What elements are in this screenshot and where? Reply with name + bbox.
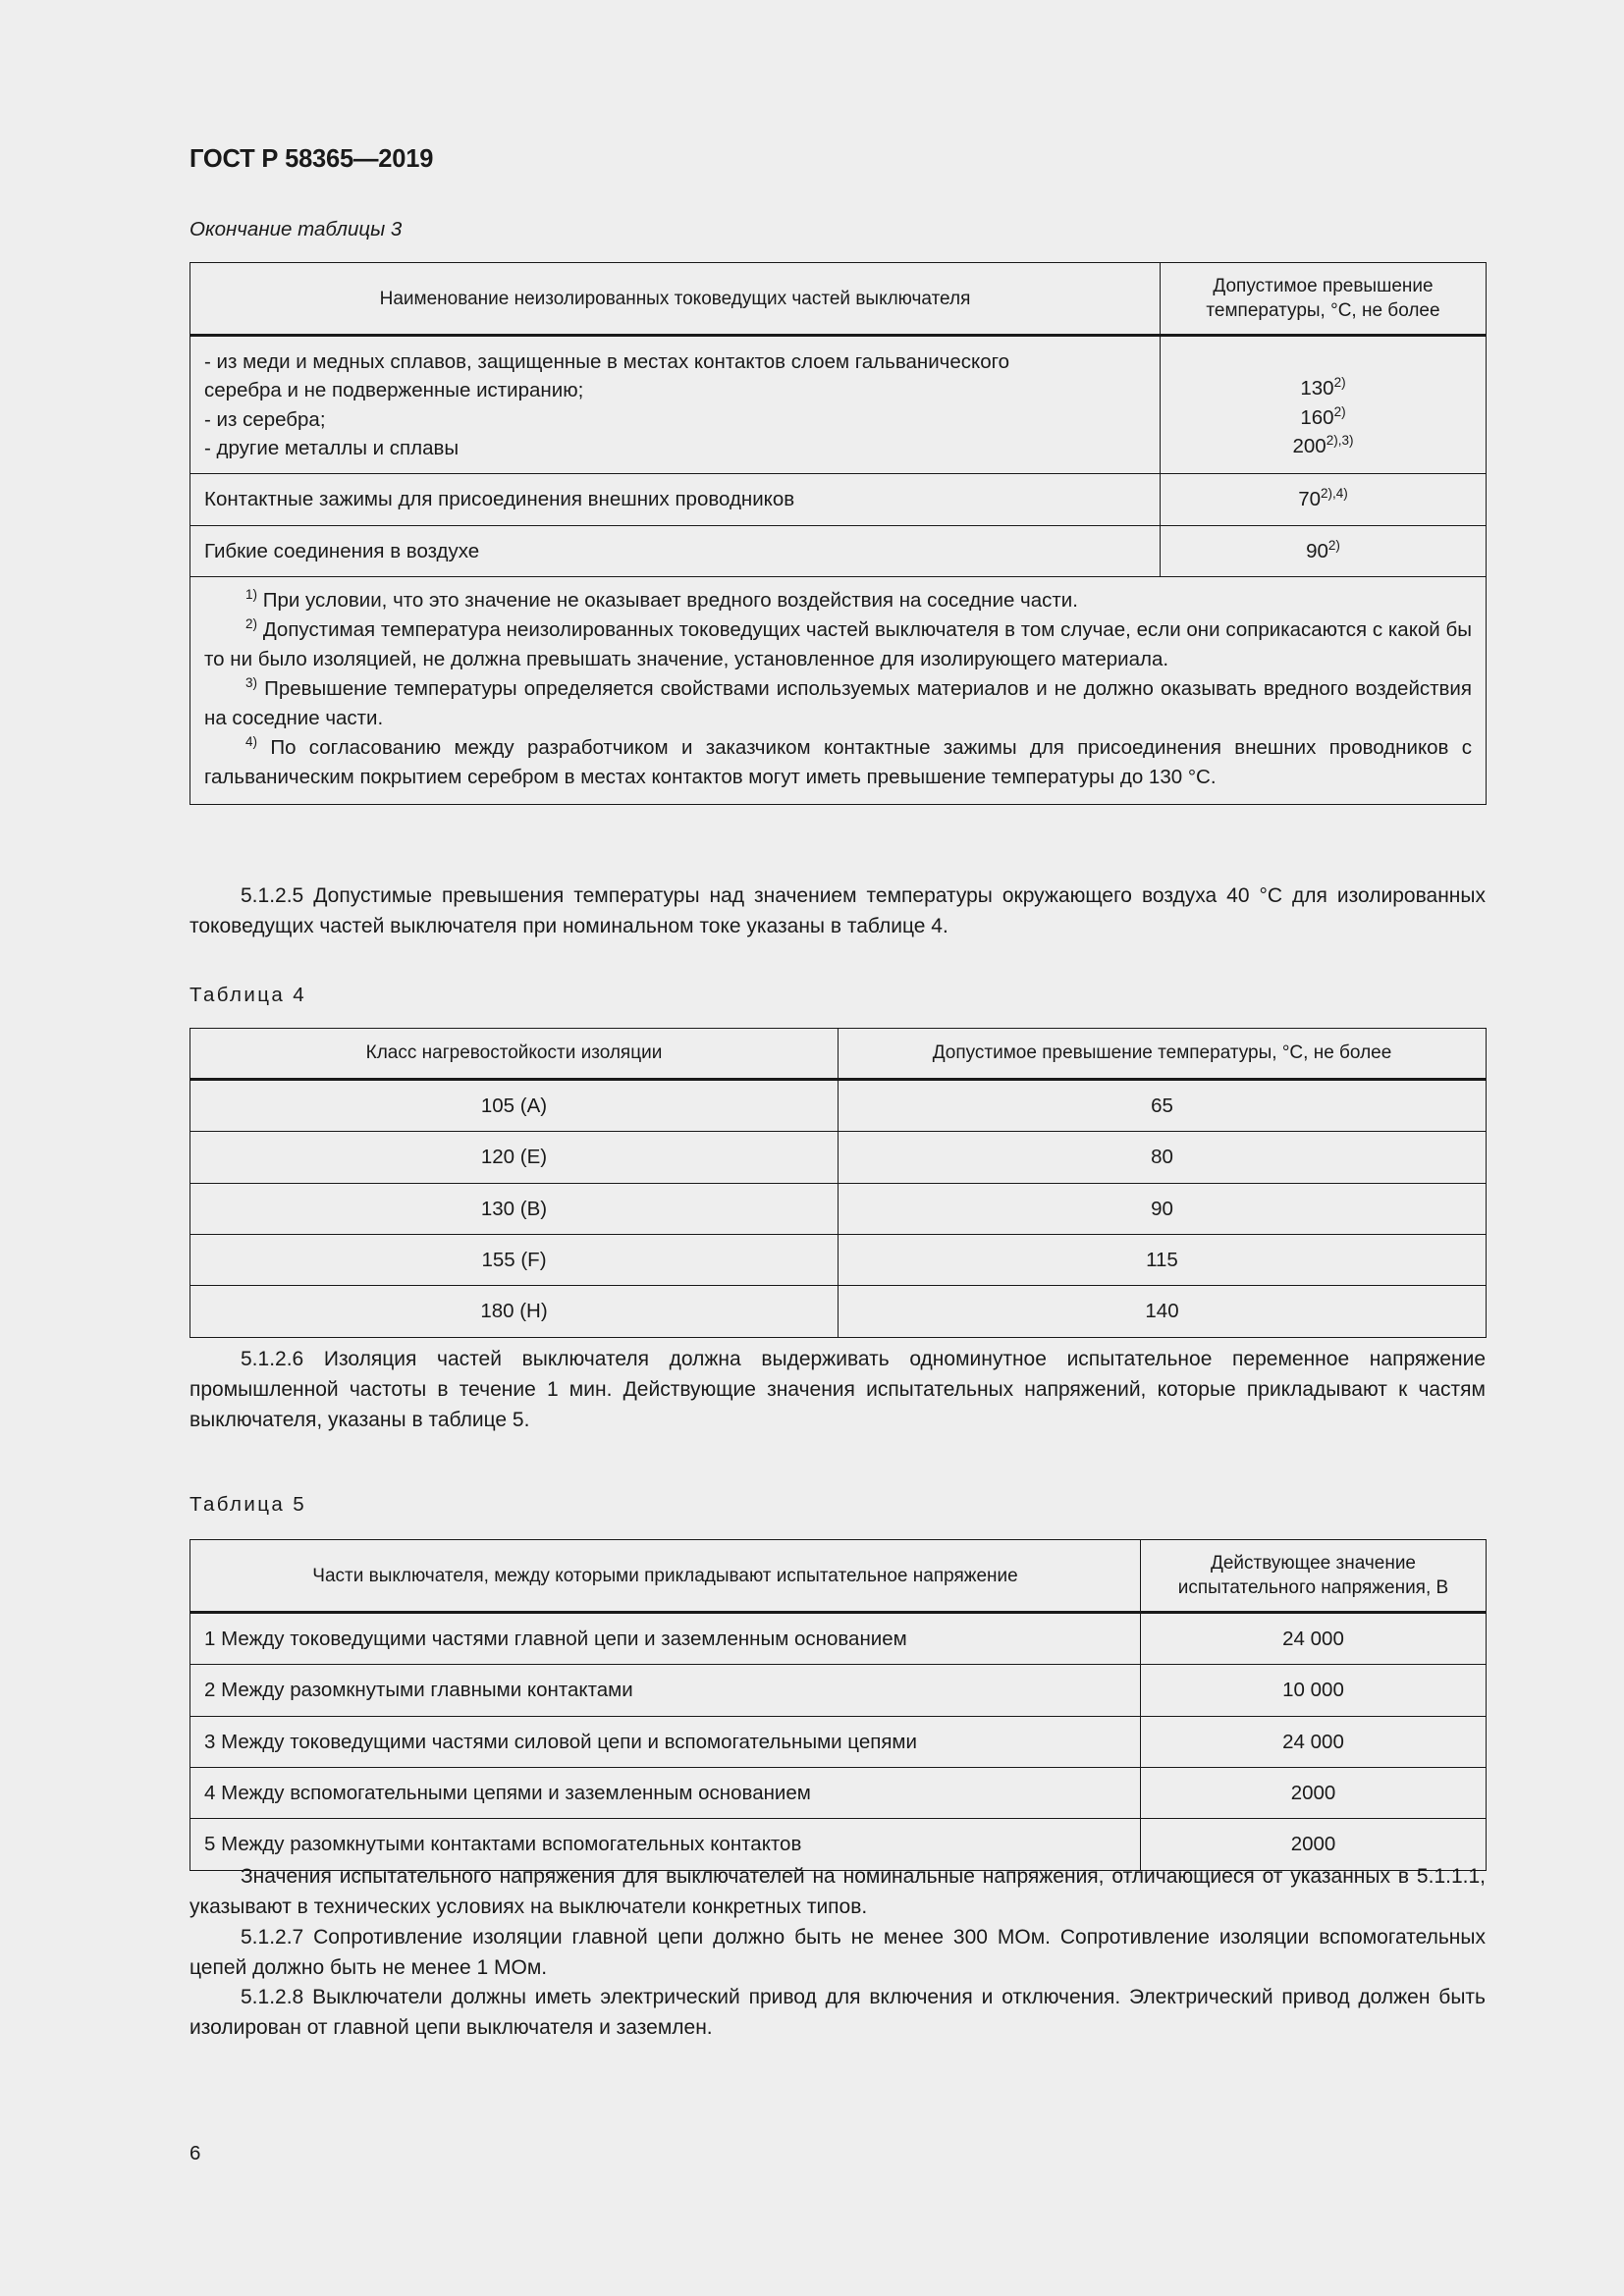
table5 <box>189 1539 1487 1871</box>
table5-header-row <box>190 1540 1487 1613</box>
table5-header-value: Действующее значение испытательного напряжения, В <box>1141 1540 1487 1613</box>
table3-row1-value2: 160$^{2)}$ <box>1300 403 1346 429</box>
table-row <box>190 1716 1487 1767</box>
table-row <box>190 1665 1487 1716</box>
table3-wrapper <box>189 262 1486 805</box>
table-row <box>190 525 1487 576</box>
table3-caption-text: Окончание таблицы 3 <box>189 218 403 240</box>
table-row <box>190 1234 1487 1285</box>
paragraph-5-1-2-8: 5.1.2.8 Выключатели должны иметь электрический привод для включения и отключения. Электрический привод должен быть изолирован от главной цепи выключателя и заземлен. <box>189 1986 1486 2040</box>
table-row <box>190 1183 1487 1234</box>
table4-header-row <box>190 1029 1487 1080</box>
table3-row1-line3: - из серебра; <box>204 407 326 431</box>
table3-footnotes-row <box>190 577 1487 805</box>
table4-wrapper <box>189 1028 1486 1338</box>
paragraph-5-1-2-5-wrapper <box>189 881 1486 942</box>
table3-caption <box>189 218 1486 241</box>
table5-wrapper <box>189 1539 1486 1871</box>
closing-paragraphs <box>189 1862 1486 2044</box>
table-row <box>190 1132 1487 1183</box>
table5-caption <box>189 1493 1486 1517</box>
table3 <box>189 262 1487 805</box>
footnote-1-marker: 1) <box>245 587 258 603</box>
table-row <box>190 1080 1487 1132</box>
table5-row3-part: 3 Между токоведущими частями силовой цепи и вспомогательными цепями <box>190 1716 1141 1767</box>
table-row <box>190 474 1487 525</box>
table4-caption <box>189 984 1486 1007</box>
table4-header-class: Класс нагревостойкости изоляции <box>190 1029 839 1080</box>
paragraph-5-1-2-6-wrapper <box>189 1345 1486 1436</box>
table3-row1-value3: $200^{2),3)}$ <box>1292 433 1354 458</box>
table-row <box>190 1768 1487 1819</box>
table4 <box>189 1028 1487 1338</box>
table4-row5-value: 140 <box>839 1286 1487 1337</box>
table4-caption-text: Таблица 4 <box>189 984 307 1006</box>
footnote-3 <box>204 674 1472 733</box>
table3-row1-value1: 130$^{2)}$ <box>1300 375 1346 400</box>
table5-row2-part: 2 Между разомкнутыми главными контактами <box>190 1665 1141 1716</box>
table3-header-value: Допустимое превышение температуры, °С, не более <box>1161 263 1487 336</box>
table4-header-value: Допустимое превышение температуры, °С, не более <box>839 1029 1487 1080</box>
table3-header-name: Наименование неизолированных токоведущих частей выключателя <box>190 263 1161 336</box>
table5-row1-part: 1 Между токоведущими частями главной цепи и заземленным основанием <box>190 1613 1141 1665</box>
table4-row2-value: 80 <box>839 1132 1487 1183</box>
table3-row2-name: Контактные зажимы для присоединения внешних проводников <box>190 474 1161 525</box>
table4-row3-value: 90 <box>839 1183 1487 1234</box>
table3-header-row <box>190 263 1487 336</box>
footnote-4 <box>204 733 1472 792</box>
table4-row4-value: 115 <box>839 1234 1487 1285</box>
table5-row5-part: 5 Между разомкнутыми контактами вспомогательных контактов <box>190 1819 1141 1870</box>
table5-row3-value: 24 000 <box>1141 1716 1487 1767</box>
footnote-4-text: По согласованию между разработчиком и заказчиком контактные зажимы для присоединения внешних проводников с гальваническим покрытием серебром в местах контактов могут иметь превышение температуры до 130 °С. <box>204 735 1472 788</box>
document-header: ГОСТ Р 58365—2019 <box>189 145 434 173</box>
table4-row5-class: 180 (H) <box>190 1286 839 1337</box>
paragraph-values: Значения испытательного напряжения для выключателей на номинальные напряжения, отличающиеся от указанных в 5.1.1.1, указывают в технических условиях на выключатели конкретных типов. <box>189 1865 1486 1918</box>
table3-row1-name <box>190 336 1161 474</box>
footnote-2-text: Допустимая температура неизолированных токоведущих частей выключателя в том случае, если они соприкасаются с какой бы то ни было изоляцией, не должна превышать значение, установленное для изолирующего материала. <box>204 617 1473 670</box>
footnote-1-text: При условии, что это значение не оказывает вредного воздействия на соседние части. <box>262 589 1078 613</box>
table3-row3-name: Гибкие соединения в воздухе <box>190 525 1161 576</box>
table4-row1-class: 105 (A) <box>190 1080 839 1132</box>
table-row <box>190 336 1487 474</box>
table-row <box>190 1286 1487 1337</box>
table4-row2-class: 120 (E) <box>190 1132 839 1183</box>
footnote-3-text: Превышение температуры определяется свойствами используемых материалов и не должно оказывать вредного воздействия на соседние части. <box>204 676 1472 729</box>
paragraph-5-1-2-7: 5.1.2.7 Сопротивление изоляции главной цепи должно быть не менее 300 МОм. Сопротивление изоляции вспомогательных цепей должно быть не менее 1 МОм. <box>189 1925 1486 1979</box>
table5-row1-value: 24 000 <box>1141 1613 1487 1665</box>
paragraph-5-1-2-6: 5.1.2.6 Изоляция частей выключателя должна выдерживать одноминутное испытательное переменное напряжение промышленной частоты в течение 1 мин. Действующие значения испытательных напряжений, которые прикладывают к частям выключателя, указаны в таблице 5. <box>189 1348 1486 1431</box>
table5-caption-text: Таблица 5 <box>189 1493 307 1516</box>
table3-row1-line2: серебра и не подверженные истиранию; <box>204 379 584 402</box>
table3-row1-line1: - из меди и медных сплавов, защищенные в местах контактов слоем гальванического <box>204 350 1010 374</box>
footnote-2-marker: 2) <box>245 616 258 632</box>
table3-row2-value: $70^{2),4)}$ <box>1161 474 1487 525</box>
paragraph-5-1-2-5: 5.1.2.5 Допустимые превышения температуры над значением температуры окружающего воздуха 40 °С для изолированных токоведущих частей выключателя при номинальном токе указаны в таблице 4. <box>189 884 1486 937</box>
table-row <box>190 1613 1487 1665</box>
table5-header-part: Части выключателя, между которыми прикладывают испытательное напряжение <box>190 1540 1141 1613</box>
footnote-3-marker: 3) <box>245 674 258 690</box>
table3-row1-values <box>1161 336 1487 474</box>
table5-row2-value: 10 000 <box>1141 1665 1487 1716</box>
footnote-2 <box>204 615 1472 674</box>
footnote-4-marker: 4) <box>245 733 258 749</box>
table5-row4-value: 2000 <box>1141 1768 1487 1819</box>
table5-row4-part: 4 Между вспомогательными цепями и заземленным основанием <box>190 1768 1141 1819</box>
table4-row4-class: 155 (F) <box>190 1234 839 1285</box>
table4-row3-class: 130 (B) <box>190 1183 839 1234</box>
page-number: 6 <box>189 2142 201 2164</box>
footnote-1 <box>204 586 1472 615</box>
table4-row1-value: 65 <box>839 1080 1487 1132</box>
table5-row5-value: 2000 <box>1141 1819 1487 1870</box>
table3-row1-line4: - другие металлы и сплавы <box>204 437 460 460</box>
table3-row3-value: 90$^{2)}$ <box>1161 525 1487 576</box>
table3-footnotes <box>190 577 1487 805</box>
